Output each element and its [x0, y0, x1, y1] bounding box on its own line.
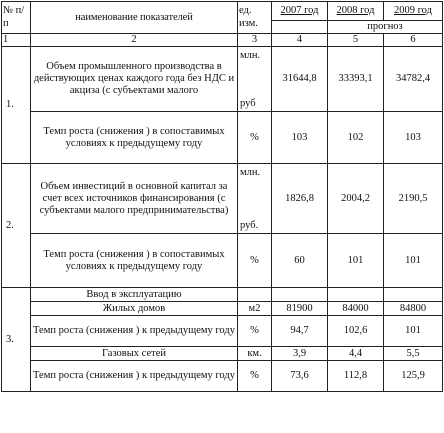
value-2009: 2190,5	[384, 164, 443, 234]
unit-cell: %	[238, 234, 272, 288]
value-2009: 103	[384, 112, 443, 164]
indicator-name: Объем промышленного производства в действующих ценах каждого года без НДС и акциза (с субъектами малого	[31, 47, 238, 112]
value-2007: 81900	[272, 302, 328, 316]
header-forecast: прогноз	[328, 21, 443, 34]
table-row	[2, 288, 443, 302]
value-2008: 84000	[328, 302, 384, 316]
value-2008: 102	[328, 112, 384, 164]
header-row	[2, 2, 443, 21]
value-2007: 103	[272, 112, 328, 164]
unit-cell: %	[238, 112, 272, 164]
row-number: 2.	[2, 164, 31, 288]
header-year-2008: 2008 год	[328, 2, 384, 21]
indicator-name: Темп роста (снижения ) к предыдущему году	[31, 361, 238, 392]
table-row	[2, 302, 443, 316]
value-2007: 3,9	[272, 347, 328, 361]
table-row	[2, 361, 443, 392]
col-number-2: 2	[31, 34, 238, 47]
table-row	[2, 112, 443, 164]
col-number-4: 4	[272, 34, 328, 47]
value-2007: 31644,8	[272, 47, 328, 112]
value-2008: 33393,1	[328, 47, 384, 112]
value-2009: 34782,4	[384, 47, 443, 112]
row-number: 1.	[2, 47, 31, 164]
col-number-6: 6	[384, 34, 443, 47]
unit-cell: км.	[238, 347, 272, 361]
table-row	[2, 347, 443, 361]
table-row	[2, 316, 443, 347]
indicator-name: Темп роста (снижения ) к предыдущему году	[31, 316, 238, 347]
unit-cell	[238, 47, 272, 112]
header-name: наименование показателей	[31, 2, 238, 34]
value-2009: 101	[384, 234, 443, 288]
col-number-5: 5	[328, 34, 384, 47]
header-unit: ед. изм.	[238, 2, 272, 34]
value-2007: 1826,8	[272, 164, 328, 234]
value-2007: 94,7	[272, 316, 328, 347]
indicator-name: Темп роста (снижения ) в сопоставимых условиях к предыдущему году	[31, 112, 238, 164]
unit-bottom: руб	[240, 98, 256, 110]
unit-cell: м2	[238, 302, 272, 316]
header-year-2007: 2007 год	[272, 2, 328, 21]
indicator-name: Жилых домов	[31, 302, 238, 316]
column-numbers-row	[2, 34, 443, 47]
indicators-table	[1, 1, 443, 392]
value-2007: 60	[272, 234, 328, 288]
indicator-name: Газовых сетей	[31, 347, 238, 361]
value-2009: 5,5	[384, 347, 443, 361]
value-2007: 73,6	[272, 361, 328, 392]
value-2009: 125,9	[384, 361, 443, 392]
table-row	[2, 47, 443, 112]
section-heading: Ввод в эксплуатацию	[31, 288, 238, 302]
value-2009: 101	[384, 316, 443, 347]
row-number: 3.	[2, 288, 31, 392]
unit-cell: %	[238, 361, 272, 392]
indicator-name: Объем инвестиций в основной капитал за счет всех источников финансирования (с субъектами малого предпринимательства)	[31, 164, 238, 234]
col-number-3: 3	[238, 34, 272, 47]
unit-top: млн.	[240, 167, 261, 179]
value-2008: 101	[328, 234, 384, 288]
table-row	[2, 234, 443, 288]
unit-cell: %	[238, 316, 272, 347]
col-number-1: 1	[2, 34, 31, 47]
unit-bottom: руб.	[240, 220, 259, 232]
value-2008: 2004,2	[328, 164, 384, 234]
value-2008: 102,6	[328, 316, 384, 347]
unit-top: млн.	[240, 50, 261, 62]
value-2008: 4,4	[328, 347, 384, 361]
header-year-2009: 2009 год	[384, 2, 443, 21]
header-np: № п/п	[2, 2, 31, 34]
indicator-name: Темп роста (снижения ) в сопоставимых условиях к предыдущему году	[31, 234, 238, 288]
table-row	[2, 164, 443, 234]
value-2009: 84800	[384, 302, 443, 316]
unit-cell	[238, 164, 272, 234]
value-2008: 112,8	[328, 361, 384, 392]
